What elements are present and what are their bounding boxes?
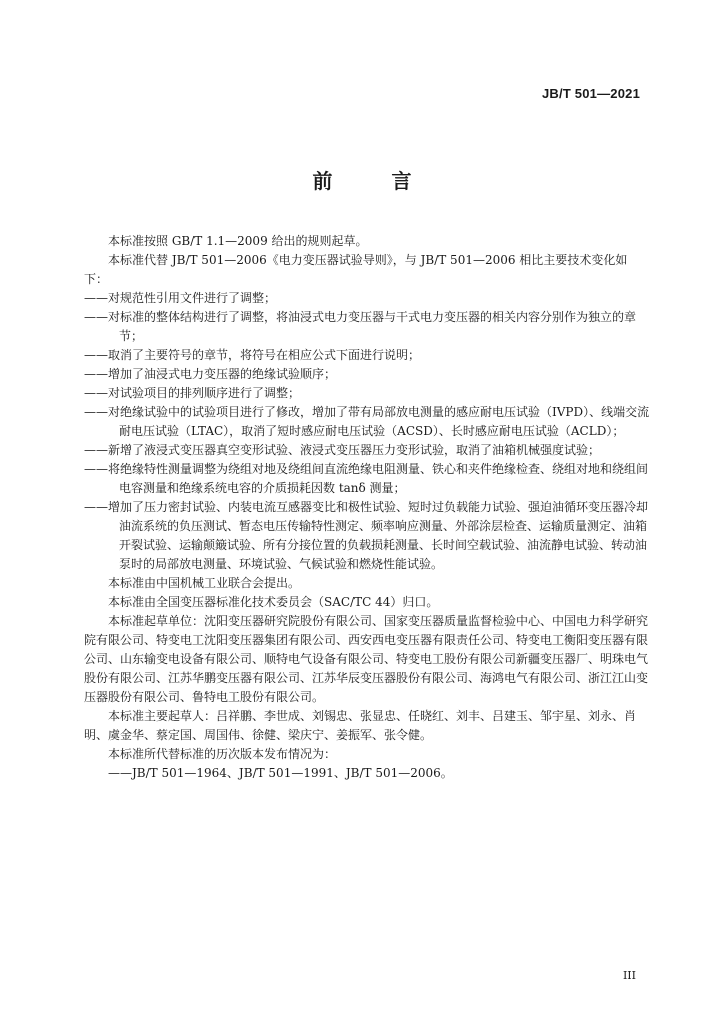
foreword-body — [84, 232, 650, 783]
change-item: ——对规范性引用文件进行了调整； — [84, 291, 277, 305]
change-item: ——增加了压力密封试验、内装电流互感器变比和极性试验、短时过负载能力试验、强迫油循环变压器冷却油流系统的负压测试、暂态电压传输特性测定、频率响应测量、外部涂层检查、运输质量测定、油箱开裂试验、运输颠簸试验、所有分接位置的负载损耗测量、长时间空载试验、油流静电试验、转动油泵时的局部放电测量、环境试验、气候试验和燃烧性能试验。 — [84, 500, 649, 571]
drafters-paragraph: 本标准主要起草人：吕祥鹏、李世成、刘锡忠、张显忠、任晓红、刘丰、吕建玉、邹宇星、刘永、肖明、虞金华、蔡定国、周国伟、徐健、梁庆宁、姜振军、张令健。 — [84, 709, 637, 742]
history-paragraph: ——JB/T 501—1964、JB/T 501—1991、JB/T 501—2006。 — [108, 766, 453, 780]
history-intro-paragraph: 本标准所代替标准的历次版本发布情况为： — [108, 747, 337, 761]
standard-code: JB/T 501—2021 — [542, 86, 640, 101]
proposer-paragraph: 本标准由中国机械工业联合会提出。 — [108, 576, 301, 590]
changes-list — [84, 289, 650, 574]
change-item: ——对试验项目的排列顺序进行了调整； — [84, 386, 301, 400]
centralizer-paragraph: 本标准由全国变压器标准化技术委员会（SAC/TC 44）归口。 — [108, 595, 439, 609]
change-item: ——将绝缘特性测量调整为绕组对地及绕组间直流绝缘电阻测量、铁心和夹件绝缘检查、绕组对地和绕组间电容测量和绝缘系统电容的介质损耗因数 tanδ 测量； — [84, 462, 649, 495]
replaces-paragraph: 本标准代替 JB/T 501—2006《电力变压器试验导则》，与 JB/T 501—2006 相比主要技术变化如下： — [84, 253, 628, 286]
change-item: ——对标准的整体结构进行了调整，将油浸式电力变压器与干式电力变压器的相关内容分别作为独立的章节； — [84, 310, 637, 343]
page-number: III — [622, 969, 636, 982]
drafting-rule-paragraph: 本标准按照 GB/T 1.1—2009 给出的规则起草。 — [108, 234, 368, 248]
change-item: ——取消了主要符号的章节，将符号在相应公式下面进行说明； — [84, 348, 421, 362]
page-title: 前 言 — [312, 169, 438, 193]
drafting-units-paragraph: 本标准起草单位：沈阳变压器研究院股份有限公司、国家变压器质量监督检验中心、中国电力科学研究院有限公司、特变电工沈阳变压器集团有限公司、西安西电变压器有限责任公司、特变电工衡阳变压器有限公司、山东输变电设备有限公司、顺特电气设备有限公司、特变电工股份有限公司新疆变压器厂、明珠电气股份有限公司、江苏华鹏变压器有限公司、江苏华辰变压器股份有限公司、海鸿电气有限公司、浙江江山变压器股份有限公司、鲁特电工股份有限公司。 — [84, 614, 649, 704]
change-item: ——新增了液浸式变压器真空变形试验、液浸式变压器压力变形试验，取消了油箱机械强度试验； — [84, 443, 601, 457]
change-item: ——增加了油浸式电力变压器的绝缘试验顺序； — [84, 367, 337, 381]
change-item: ——对绝缘试验中的试验项目进行了修改，增加了带有局部放电测量的感应耐电压试验（IVPD）、线端交流耐电压试验（LTAC），取消了短时感应耐电压试验（ACSD）、长时感应耐电压试验（ACLD）； — [84, 405, 650, 438]
